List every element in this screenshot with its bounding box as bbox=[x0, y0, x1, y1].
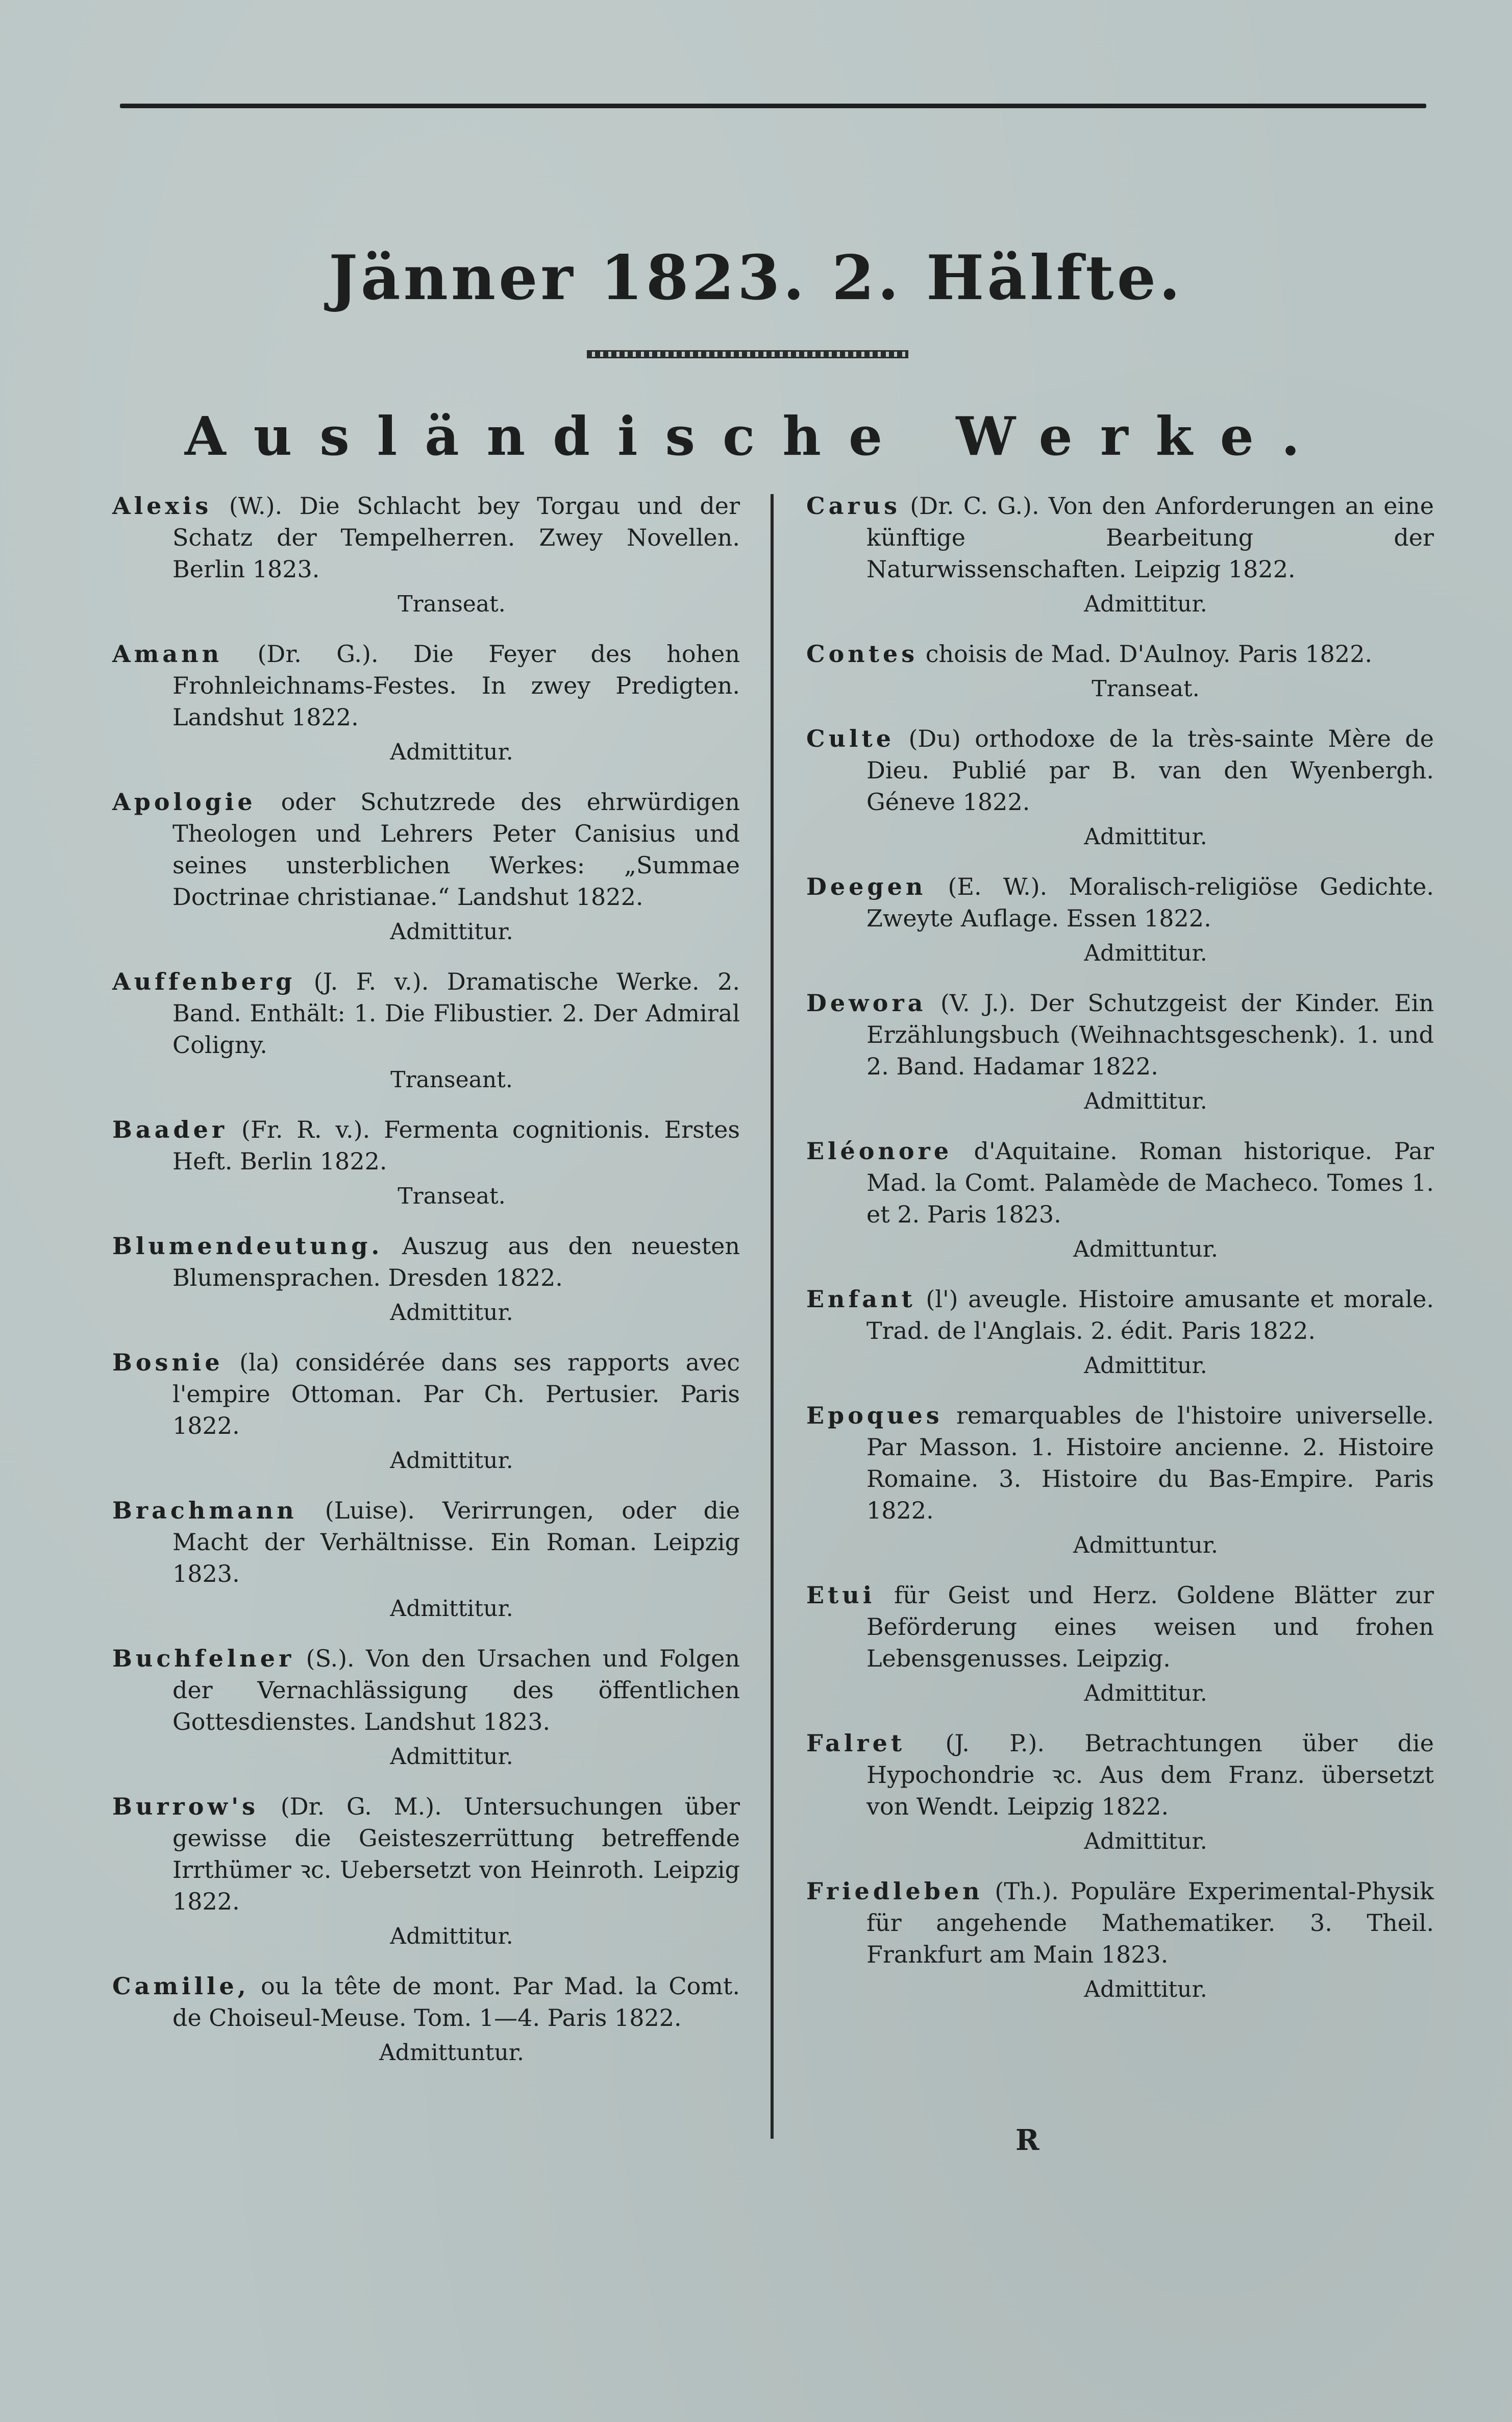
entry-verdict: Admittitur. bbox=[1084, 1088, 1207, 1114]
list-item bbox=[806, 1135, 1434, 1266]
entry-verdict: Transeat. bbox=[398, 591, 506, 617]
entry-verdict: Admittitur. bbox=[390, 1448, 513, 1474]
entry-verdict: Admittitur. bbox=[1084, 824, 1207, 850]
entry-verdict: Admittitur. bbox=[1084, 1353, 1207, 1379]
entry-head: Enfant bbox=[806, 1285, 916, 1313]
entry-body: remarquables de l'histoire universelle. Par Masson. 1. Histoire ancienne. 2. Histoire Romaine. 3. Histoire du Bas-Empire. Paris 1822. bbox=[866, 1402, 1434, 1524]
entry-verdict: Admittitur. bbox=[390, 1923, 513, 1949]
entry-body: oder Schutzrede des ehrwürdigen Theologen und Lehrers Peter Canisius und seines unsterblichen Werkes: „Summae Doctrinae christianae.“ Landshut 1822. bbox=[172, 788, 740, 911]
list-item bbox=[112, 1970, 740, 2069]
entry-verdict: Admittitur. bbox=[390, 1300, 513, 1326]
entry-body: (Dr. C. G.). Von den Anforderungen an eine künftige Bearbeitung der Naturwissenschaften. Leipzig 1822. bbox=[866, 492, 1434, 583]
signature-mark: R bbox=[1015, 2123, 1039, 2157]
list-item bbox=[806, 871, 1434, 970]
list-item bbox=[112, 1643, 740, 1773]
entry-body: (S.). Von den Ursachen und Folgen der Vernachlässigung des öffentlichen Gottesdienstes. Landshut 1823. bbox=[172, 1645, 740, 1735]
entry-body: (Dr. G.). Die Feyer des hohen Frohnleichnams-Festes. In zwey Predigten. Landshut 1822. bbox=[172, 640, 740, 731]
entry-head: Etui bbox=[806, 1581, 876, 1609]
entry-verdict: Admittitur. bbox=[390, 1744, 513, 1770]
entry-body: (la) considérée dans ses rapports avec l'empire Ottoman. Par Ch. Pertusier. Paris 1822. bbox=[172, 1349, 740, 1439]
top-rule bbox=[120, 104, 1426, 108]
entry-head: Alexis bbox=[112, 492, 212, 520]
entry-body: für Geist und Herz. Goldene Blätter zur Beförderung eines weisen und frohen Lebensgenusses. Leipzig. bbox=[866, 1581, 1434, 1672]
list-item bbox=[112, 1791, 740, 1953]
entry-verdict: Admittitur. bbox=[390, 739, 513, 765]
entry-head: Brachmann bbox=[112, 1497, 298, 1524]
entry-head: Dewora bbox=[806, 989, 927, 1017]
entry-verdict: Admittitur. bbox=[1084, 1828, 1207, 1854]
entry-verdict: Admittitur. bbox=[1084, 1976, 1207, 2002]
entry-verdict: Transeat. bbox=[1092, 676, 1200, 702]
list-item bbox=[112, 490, 740, 621]
entry-verdict: Transeat. bbox=[398, 1183, 506, 1209]
entry-body: (W.). Die Schlacht bey Torgau und der Schatz der Tempelherren. Zwey Novellen. Berlin 1823. bbox=[172, 492, 740, 583]
entry-head: Amann bbox=[112, 640, 223, 668]
list-item bbox=[112, 1230, 740, 1329]
entry-head: Burrow's bbox=[112, 1793, 259, 1820]
entry-head: Camille, bbox=[112, 1972, 250, 2000]
entry-head: Apologie bbox=[112, 788, 256, 816]
entry-body: (V. J.). Der Schutzgeist der Kinder. Ein Erzählungsbuch (Weihnachtsgeschenk). 1. und 2. Band. Hadamar 1822. bbox=[866, 989, 1434, 1080]
entry-head: Friedleben bbox=[806, 1877, 983, 1905]
list-item bbox=[112, 1347, 740, 1477]
entry-head: Carus bbox=[806, 492, 901, 520]
list-item bbox=[806, 1875, 1434, 2006]
entry-body: d'Aquitaine. Roman historique. Par Mad. la Comt. Palamède de Macheco. Tomes 1. et 2. Paris 1823. bbox=[866, 1137, 1434, 1228]
entry-body: (Du) orthodoxe de la très-sainte Mère de Dieu. Publié par B. van den Wyenbergh. Géneve 1822. bbox=[866, 725, 1434, 816]
entry-body: ou la tête de mont. Par Mad. la Comt. de Choiseul-Meuse. Tom. 1—4. Paris 1822. bbox=[172, 1972, 740, 2032]
list-item bbox=[112, 786, 740, 948]
entry-head: Contes bbox=[806, 640, 919, 668]
list-item bbox=[806, 490, 1434, 621]
entry-body: (J. F. v.). Dramatische Werke. 2. Band. Enthält: 1. Die Flibustier. 2. Der Admiral Coligny. bbox=[172, 968, 740, 1059]
column-divider bbox=[771, 494, 774, 2139]
list-item bbox=[112, 1495, 740, 1625]
list-item bbox=[806, 638, 1434, 705]
entry-verdict: Admittitur. bbox=[1084, 1680, 1207, 1706]
entry-verdict: Admittuntur. bbox=[1073, 1236, 1218, 1262]
entry-head: Buchfelner bbox=[112, 1645, 295, 1672]
list-item bbox=[806, 1283, 1434, 1382]
list-item bbox=[806, 1579, 1434, 1710]
list-item bbox=[806, 1400, 1434, 1562]
entry-body: (Dr. G. M.). Untersuchungen über gewisse die Geisteszerrüttung betreffende Irrthümer ꝛc. Uebersetzt von Heinroth. Leipzig 1822. bbox=[172, 1793, 740, 1915]
entry-body: (Luise). Verirrungen, oder die Macht der Verhältnisse. Ein Roman. Leipzig 1823. bbox=[172, 1497, 740, 1587]
list-item bbox=[112, 638, 740, 769]
entry-verdict: Admittuntur. bbox=[1073, 1532, 1218, 1558]
entry-body: (Th.). Populäre Experimental-Physik für angehende Mathematiker. 3. Theil. Frankfurt am Main 1823. bbox=[866, 1877, 1434, 1968]
list-item bbox=[112, 966, 740, 1096]
entry-body: (Fr. R. v.). Fermenta cognitionis. Erstes Heft. Berlin 1822. bbox=[172, 1116, 740, 1175]
entry-head: Eléonore bbox=[806, 1137, 953, 1165]
entry-verdict: Admittitur. bbox=[1084, 591, 1207, 617]
entry-body: (E. W.). Moralisch-religiöse Gedichte. Zweyte Auflage. Essen 1822. bbox=[866, 873, 1434, 932]
left-column bbox=[112, 490, 740, 2087]
entry-head: Auffenberg bbox=[112, 968, 296, 995]
page-title: Jänner 1823. 2. Hälfte. bbox=[329, 242, 1183, 314]
section-heading: Ausländische Werke. bbox=[184, 405, 1328, 468]
entry-body: (l') aveugle. Histoire amusante et morale. Trad. de l'Anglais. 2. édit. Paris 1822. bbox=[866, 1285, 1434, 1344]
list-item bbox=[806, 1727, 1434, 1858]
entry-head: Baader bbox=[112, 1116, 228, 1143]
title-ornament-rule bbox=[587, 350, 908, 358]
list-item bbox=[806, 987, 1434, 1118]
entry-head: Falret bbox=[806, 1729, 906, 1757]
entry-head: Blumendeutung. bbox=[112, 1232, 383, 1260]
entry-head: Bosnie bbox=[112, 1349, 224, 1376]
entry-body: (J. P.). Betrachtungen über die Hypochondrie ꝛc. Aus dem Franz. übersetzt von Wendt. Leipzig 1822. bbox=[866, 1729, 1434, 1820]
entry-body: Auszug aus den neuesten Blumensprachen. Dresden 1822. bbox=[172, 1232, 740, 1291]
entry-head: Culte bbox=[806, 725, 895, 752]
list-item bbox=[112, 1114, 740, 1213]
entry-verdict: Admittuntur. bbox=[379, 2040, 524, 2066]
entry-body: choisis de Mad. D'Aulnoy. Paris 1822. bbox=[918, 640, 1373, 668]
entry-verdict: Admittitur. bbox=[390, 919, 513, 945]
entry-head: Epoques bbox=[806, 1402, 943, 1429]
list-item bbox=[806, 723, 1434, 853]
entry-verdict: Admittitur. bbox=[1084, 940, 1207, 966]
right-column bbox=[806, 490, 1434, 2023]
entry-head: Deegen bbox=[806, 873, 927, 900]
entry-verdict: Admittitur. bbox=[390, 1596, 513, 1622]
entry-verdict: Transeant. bbox=[390, 1067, 513, 1093]
